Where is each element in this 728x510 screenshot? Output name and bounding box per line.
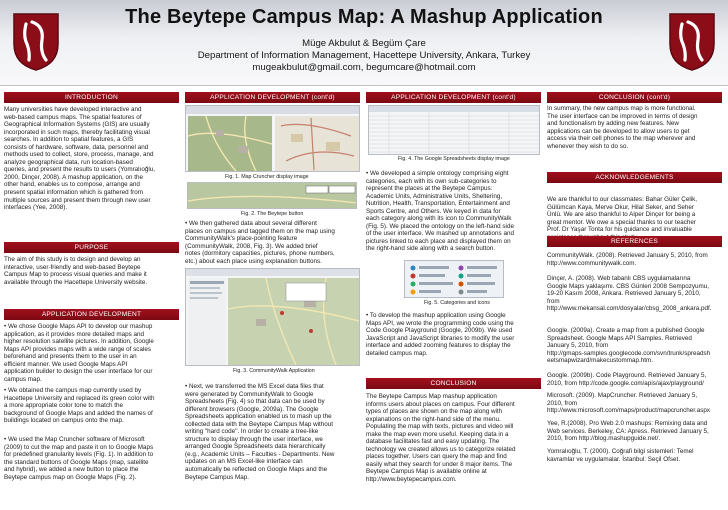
poster-emails: mugeakbulut@gmail.com, begumcare@hotmail.com xyxy=(252,62,476,73)
poster-title: The Beytepe Campus Map: A Mashup Application xyxy=(125,6,603,28)
fig3-caption: Fig. 3. CommunityWalk Application xyxy=(233,368,315,374)
conclusion-cont-heading: CONCLUSION (cont'd) xyxy=(547,92,722,103)
fig1-map-cruncher-image xyxy=(185,105,360,172)
fig3-communitywalk-image xyxy=(185,268,360,366)
purpose-heading: PURPOSE xyxy=(4,242,179,253)
reference-item: Yomralıoğlu, T. (2000). Coğrafi bilgi sistemleri: Temel kavramlar ve uygulamalar. İstanbul: Seçil Ofset. xyxy=(547,448,694,463)
purpose-text: The aim of this study is to design and develop an interactive, user-friendly and web-based Beytepe Campus Map to process visual queries and make it available through the Hacettepe University website. xyxy=(4,256,148,286)
fig2-beytepe-button-image xyxy=(187,182,357,209)
app-dev-cont2-heading: APPLICATION DEVELOPMENT (cont'd) xyxy=(366,92,541,103)
app-dev-para-2: • We obtained the campus map currently used by Hacettepe University and replaced its green color with a more appropriate color tone to match the background of Google Maps and added the names of buildings located on campus onto the map. xyxy=(4,387,155,425)
acknowledgements-heading: ACKNOWLEDGEMENTS xyxy=(547,172,722,183)
app-dev-cont-para-2: • Next, we transferred the MS Excel data files that were generated by CommunityWalk to Google Spreadsheets (Fig. 4) so that data can be used by different browsers (Google, 2009a). The Google Spreadsheets application enabled us to mash up the collected data with the Beytepe Campus Map without writing "hard code". In order to create a tree-like structure to display through the user interface, we arranged Google Spreadsheets data hierarchically (e.g., Academic Units – Faculties - Departments. New updates on an MS Excel-like interface can automatically be reflected on Google Maps and the Beytepe Campus Map. xyxy=(185,383,335,481)
reference-item: Google. (2009a). Create a map from a published Google Spreadsheet. Google Maps API Samples. Retrieved January 5, 2010, from http://gmaps-samples.googlecode.com/svn/trunk/spreadsh eetsmapwizard/makecustommap.htm. xyxy=(547,327,711,365)
app-dev-cont-para-1: • We then gathered data about several different places on campus and tagged them on the map using CommunityWalk's place-pointing feature (CommunityWalk, 2008, Fig. 3). We added brief notes (dormitory capacities, pictures, phone numbers, etc.) about each place using explanation buttons. xyxy=(185,220,335,265)
conclusion-text: The Beytepe Campus Map mashup application informs users about places on campus. Four different types of places are shown on the map along with explanations on the right-hand side of the menu. Populating the map with texts, pictures and video will make the map even more useful. Keeping data in a database facilitates fast and easy updating. The technology we created allows us to categorize related places together. Users can query the map and find easily what they search for under 8 major items. The Beytepe Campus Map is available online at http://www.beytepecampus.com. xyxy=(366,393,516,484)
fig4-caption: Fig. 4. The Google Spreadsheets display image xyxy=(398,156,510,162)
app-dev-cont2-para-2: • To develop the mashup application using Google Maps API, we wrote the programming code using the Code Google Playground (Google, 2009b). We used JavaScript and JavaScript libraries to modify the user interface and added zooming features to display the detailed campus map. xyxy=(366,312,515,357)
poster-header xyxy=(0,0,728,86)
introduction-text: Many universities have developed interactive and web-based campus maps. The spatial features of Geographical Information Systems (GIS) are usually incorporated in such maps, thereby facilitating visual searches. In addition to spatial features, a GIS consists of hardware, software, data, personnel and methods used to collect, store, process, manage, and analyze geographical data, run location-based queries, and present the results to users (Yomralıoğlu, 2000, Dinçer, 2008). A mashup application, on the other hand, enables us to compose, arrange and present spatial information which is gathered from multiple sources and present them through new user interfaces (Yee, 2008). xyxy=(4,106,155,212)
fig1-caption: Fig. 1. Map Cruncher display image xyxy=(225,174,309,180)
reference-item: Microsoft. (2009). MapCruncher. Retrieved January 5, 2010, from http://www.microsoft.com/maps/product/mapcruncher.aspx xyxy=(547,392,711,415)
app-dev-cont2-para-1: • We developed a simple ontology comprising eight categories, each with its own sub-categories to represent the places at the Beytepe Campus: Academic Units, Administrative Units, Sheltering, Nutrition, Health, Transportation, Entertainment and Sports Centre, and Others. We keyed in data for each category along with its icon to CommunityWalk (Fig. 5). We placed the ontology on the left-hand side of the user interface. We mashed up annotations and pictures linked to each place and displayed them on the right-hand side along with a search button. xyxy=(366,170,514,253)
fig5-categories-image xyxy=(404,260,504,298)
introduction-heading: INTRODUCTION xyxy=(4,92,179,103)
app-dev-para-3: • We used the Map Cruncher software of Microsoft (2009) to cut the map and paste it on to Google Maps for predefined granularity levels (Fig. 1). In addition to the standard buttons of Google Maps (map, satellite and hybrid), we added a new button to place the Beytepe campus map on Google Maps (Fig. 2). xyxy=(4,436,154,481)
reference-item: Dinçer, A. (2008). Web tabanlı CBS uygulamalarına Google Maps yaklaşımı. CBS Günleri 2008 Sempozyumu, 19-20 Kasım 2008, Ankara. Retrieved January 5, 2010, from http://www.mekansal.com/dosyalar/cbsg_2008_ankara.pdf. xyxy=(547,275,712,313)
reference-item: CommunityWalk. (2008). Retrieved January 5, 2010, from http://www.communitywalk.com. xyxy=(547,252,708,267)
column-2 xyxy=(185,92,360,510)
app-dev-cont-heading: APPLICATION DEVELOPMENT (cont'd) xyxy=(185,92,360,103)
reference-item: Google. (2009b). Code Playground. Retrieved January 5, 2010, from http://code.google.com/apis/ajax/playground/ xyxy=(547,372,707,387)
fig4-graphic xyxy=(369,106,540,155)
column-4 xyxy=(547,92,722,510)
column-1 xyxy=(4,92,179,510)
fig1-map-graphic xyxy=(186,106,360,172)
app-dev-para-1: • We chose Google Maps API to develop our mashup application, as it provides more detailed maps and higher resolution satellite pictures. In addition, Google Maps API provides maps with a wide range of scales beforehand and presents them to the user in an efficient manner. We used Google Maps API application builder to design the user interface for our campus map. xyxy=(4,323,154,383)
fig2-graphic xyxy=(188,183,357,209)
fig4-spreadsheet-image xyxy=(368,105,540,155)
fig5-caption: Fig. 5. Categories and icons xyxy=(424,300,490,306)
app-dev-heading: APPLICATION DEVELOPMENT xyxy=(4,309,179,320)
reference-item: Yee, R.(2008). Pro Web 2.0 mashups: Remixing data and Web services. Berkeley, CA: Apress. Retrieved January 5, 2010, from http://blog.mashupguide.net/. xyxy=(547,420,709,443)
acknowledgements-text: We are thankful to our classmates: Bahar Güler Çelik, Gülümcan Kaya, Merve Okur, Hilal Seker, and Seher Ünlü. We are also thankful to Alper Dinçer for being a great mentor. We owe a special thanks to our teacher Prof. Dr Yaşar Tonta for his guidance and invaluable xyxy=(547,196,698,234)
column-3 xyxy=(366,92,541,510)
conclusion-heading: CONCLUSION xyxy=(366,378,541,389)
fig3-graphic xyxy=(186,269,360,366)
fig5-graphic xyxy=(405,261,504,298)
poster-authors: Müge Akbulut & Begüm Çare xyxy=(302,38,426,49)
references-heading: REFERENCES xyxy=(547,236,722,247)
poster-affiliation: Department of Information Management, Hacettepe University, Ankara, Turkey xyxy=(197,50,531,61)
fig2-caption: Fig. 2. The Beytepe button xyxy=(241,211,304,217)
conclusion-cont-text: In summary, the new campus map is more functional. The user interface can be improved in terms of design and functionalism by adding new features. New applications can be developed to allow users to get access via their cell phones to the map wherever and whenever they wish to do so. xyxy=(547,105,698,150)
